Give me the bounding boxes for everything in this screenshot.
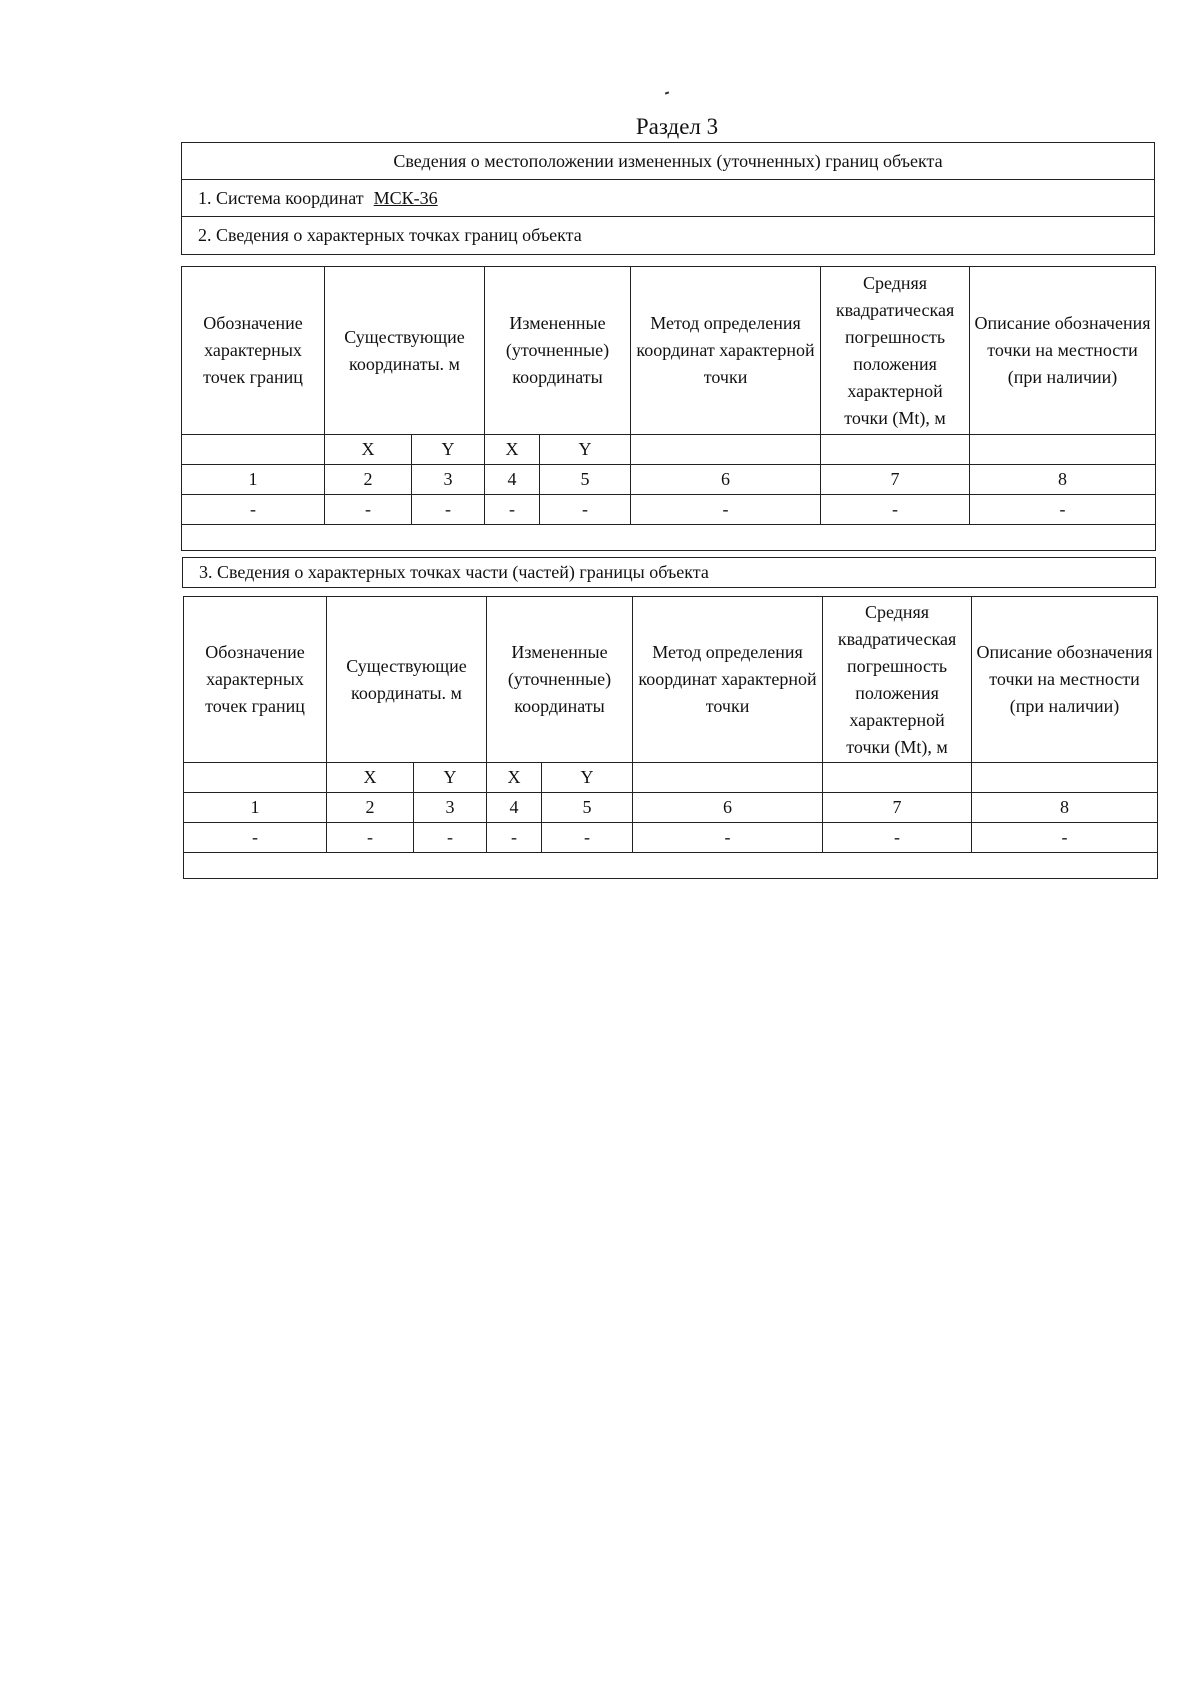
parts-heading: 3. Сведения о характерных точках части (частей) границы объекта <box>182 557 1156 588</box>
cell-dash: - <box>823 823 972 853</box>
data-row <box>182 495 1156 525</box>
col-number: 5 <box>540 465 631 495</box>
cell-dash: - <box>325 495 412 525</box>
cell-dash: - <box>970 495 1156 525</box>
empty-row <box>184 853 1158 879</box>
cell-dash: - <box>485 495 540 525</box>
cell-dash: - <box>327 823 414 853</box>
col-number: 8 <box>970 465 1156 495</box>
header-error: Средняя квадратическая погрешность положения характерной точки (Mt), м <box>823 597 972 763</box>
sub-x: X <box>325 435 412 465</box>
subheader-row <box>184 763 1158 793</box>
header-point-designation: Обозначение характерных точек границ <box>184 597 327 763</box>
cell-dash: - <box>184 823 327 853</box>
number-row <box>182 465 1156 495</box>
header-existing-coords: Существующие координаты. м <box>327 597 487 763</box>
sub-y: Y <box>414 763 487 793</box>
coord-system-value: МСК-36 <box>373 188 438 208</box>
header-row <box>182 267 1156 435</box>
header-changed-coords: Измененные (уточненные) координаты <box>485 267 631 435</box>
part-points-table <box>183 596 1158 879</box>
points-heading: 2. Сведения о характерных точках границ объекта <box>198 225 582 245</box>
sub-y: Y <box>412 435 485 465</box>
header-description: Описание обозначения точки на местности (при наличии) <box>970 267 1156 435</box>
col-number: 2 <box>325 465 412 495</box>
col-number: 1 <box>182 465 325 495</box>
cell-dash: - <box>540 495 631 525</box>
col-number: 7 <box>821 465 970 495</box>
section-title: Раздел 3 <box>635 114 719 139</box>
empty-row <box>182 525 1156 551</box>
sub-x: X <box>327 763 414 793</box>
cell-dash: - <box>972 823 1158 853</box>
cell-dash: - <box>821 495 970 525</box>
header-description: Описание обозначения точки на местности (при наличии) <box>972 597 1158 763</box>
subheader-row <box>182 435 1156 465</box>
header-method: Метод определения координат характерной точки <box>631 267 821 435</box>
number-row <box>184 793 1158 823</box>
cell-dash: - <box>633 823 823 853</box>
col-number: 6 <box>631 465 821 495</box>
cell-dash: - <box>412 495 485 525</box>
cell-dash: - <box>414 823 487 853</box>
header-method: Метод определения координат характерной точки <box>633 597 823 763</box>
col-number: 1 <box>184 793 327 823</box>
col-number: 5 <box>542 793 633 823</box>
sub-x: X <box>485 435 540 465</box>
sub-y: Y <box>542 763 633 793</box>
col-number: 8 <box>972 793 1158 823</box>
header-row <box>184 597 1158 763</box>
sub-y: Y <box>540 435 631 465</box>
cell-dash: - <box>542 823 633 853</box>
coord-system-label: 1. Система координат <box>198 188 364 208</box>
sub-x: X <box>487 763 542 793</box>
header-title: Сведения о местоположении измененных (уточненных) границ объекта <box>182 143 1154 180</box>
header-box <box>181 142 1155 255</box>
header-point-designation: Обозначение характерных точек границ <box>182 267 325 435</box>
col-number: 7 <box>823 793 972 823</box>
header-error: Средняя квадратическая погрешность положения характерной точки (Mt), м <box>821 267 970 435</box>
col-number: 4 <box>485 465 540 495</box>
boundary-points-table <box>181 266 1156 551</box>
cell-dash: - <box>182 495 325 525</box>
cell-dash: - <box>631 495 821 525</box>
col-number: 3 <box>414 793 487 823</box>
col-number: 3 <box>412 465 485 495</box>
data-row <box>184 823 1158 853</box>
header-changed-coords: Измененные (уточненные) координаты <box>487 597 633 763</box>
cell-dash: - <box>487 823 542 853</box>
header-existing-coords: Существующие координаты. м <box>325 267 485 435</box>
col-number: 4 <box>487 793 542 823</box>
col-number: 6 <box>633 793 823 823</box>
col-number: 2 <box>327 793 414 823</box>
coord-system-row <box>182 180 1154 217</box>
scan-speck <box>665 91 669 94</box>
